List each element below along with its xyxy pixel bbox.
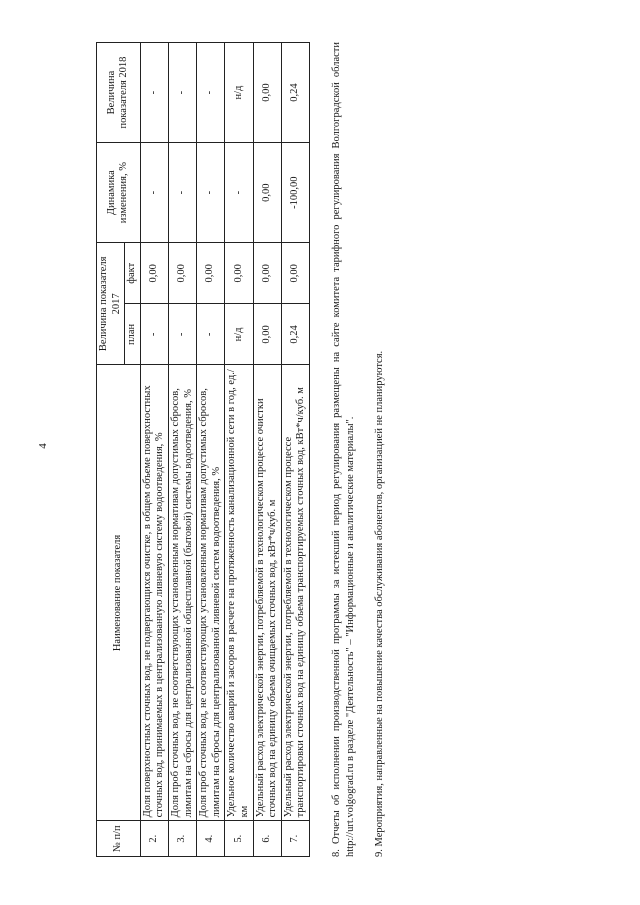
table-row — [140, 43, 168, 857]
table-row — [197, 43, 225, 857]
row-plan: - — [140, 304, 168, 365]
table-row — [253, 43, 281, 857]
row-value-2018: н/д — [225, 43, 253, 143]
row-plan: 0,00 — [253, 304, 281, 365]
row-no: 7. — [281, 821, 309, 857]
row-name: Удельный расход электрической энергии, потребляемой в технологическом процессе транспортировки сточных вод на единицу объема транспортируемых сточных вод, кВт*ч/куб. м — [281, 365, 309, 821]
table-row — [225, 43, 253, 857]
row-value-2018: 0,24 — [281, 43, 309, 143]
row-no: 5. — [225, 821, 253, 857]
header-no: № п/п — [97, 821, 141, 857]
table-row — [281, 43, 309, 857]
page-number: 4 — [36, 443, 49, 449]
note-9: 9. Мероприятия, направленные на повышение качества обслуживания абонентов, организацией не планируются. — [374, 350, 386, 857]
row-fact: 0,00 — [168, 243, 196, 304]
table-header-row — [97, 43, 125, 857]
header-value-2017: Величина показателя 2017 — [97, 243, 125, 365]
rotated-page-content — [96, 42, 476, 857]
row-plan: н/д — [225, 304, 253, 365]
row-plan: 0,24 — [281, 304, 309, 365]
row-no: 4. — [197, 821, 225, 857]
header-fact: факт — [125, 243, 141, 304]
row-fact: 0,00 — [253, 243, 281, 304]
row-no: 2. — [140, 821, 168, 857]
row-value-2018: - — [140, 43, 168, 143]
row-dynamics: - — [225, 143, 253, 243]
row-fact: 0,00 — [281, 243, 309, 304]
row-name: Доля проб сточных вод, не соответствующих установленным нормативам допустимых сбросов, лимитам на сбросы для централизованной общесплавной (бытовой) системы водоотведения, % — [168, 365, 196, 821]
row-fact: 0,00 — [140, 243, 168, 304]
table-row — [168, 43, 196, 857]
indicators-table — [96, 42, 310, 857]
row-name: Доля проб сточных вод, не соответствующих установленным нормативам допустимых сбросов, лимитам на сбросы для централизованной ливневой систем водоотведения, % — [197, 365, 225, 821]
row-dynamics: - — [197, 143, 225, 243]
row-fact: 0,00 — [225, 243, 253, 304]
row-dynamics: - — [140, 143, 168, 243]
row-name: Удельное количество аварий и засоров в расчете на протяженность канализационной сети в год, ед./км — [225, 365, 253, 821]
row-fact: 0,00 — [197, 243, 225, 304]
row-dynamics: - — [168, 143, 196, 243]
row-plan: - — [197, 304, 225, 365]
row-name: Доля поверхностных сточных вод, не подвергающихся очистке, в общем объеме поверхностных сточных вод, принимаемых в централизованную ливневую систему водоотведения, % — [140, 365, 168, 821]
header-dynamics: Динамика изменения, % — [97, 143, 141, 243]
note-8: 8. Отчеты об исполнении производственной программы за истекший период регулирования размещены на сайте комитета тарифного регулирования Волгоградской области http://urt.volgograd.ru в разделе "Деятельность" – "Информационные и аналитические материалы". — [330, 42, 356, 857]
row-dynamics: 0,00 — [253, 143, 281, 243]
notes-section — [330, 42, 387, 857]
row-no: 3. — [168, 821, 196, 857]
row-no: 6. — [253, 821, 281, 857]
header-value-2018: Величина показателя 2018 — [97, 43, 141, 143]
row-value-2018: - — [168, 43, 196, 143]
row-dynamics: -100,00 — [281, 143, 309, 243]
row-value-2018: - — [197, 43, 225, 143]
row-plan: - — [168, 304, 196, 365]
header-name: Наименование показателя — [97, 365, 141, 821]
row-name: Удельный расход электрической энергии, потребляемой в технологическом процессе очистки сточных вод на единицу объема очищаемых сточных вод, кВт*ч/куб. м — [253, 365, 281, 821]
row-value-2018: 0,00 — [253, 43, 281, 143]
header-plan: план — [125, 304, 141, 365]
